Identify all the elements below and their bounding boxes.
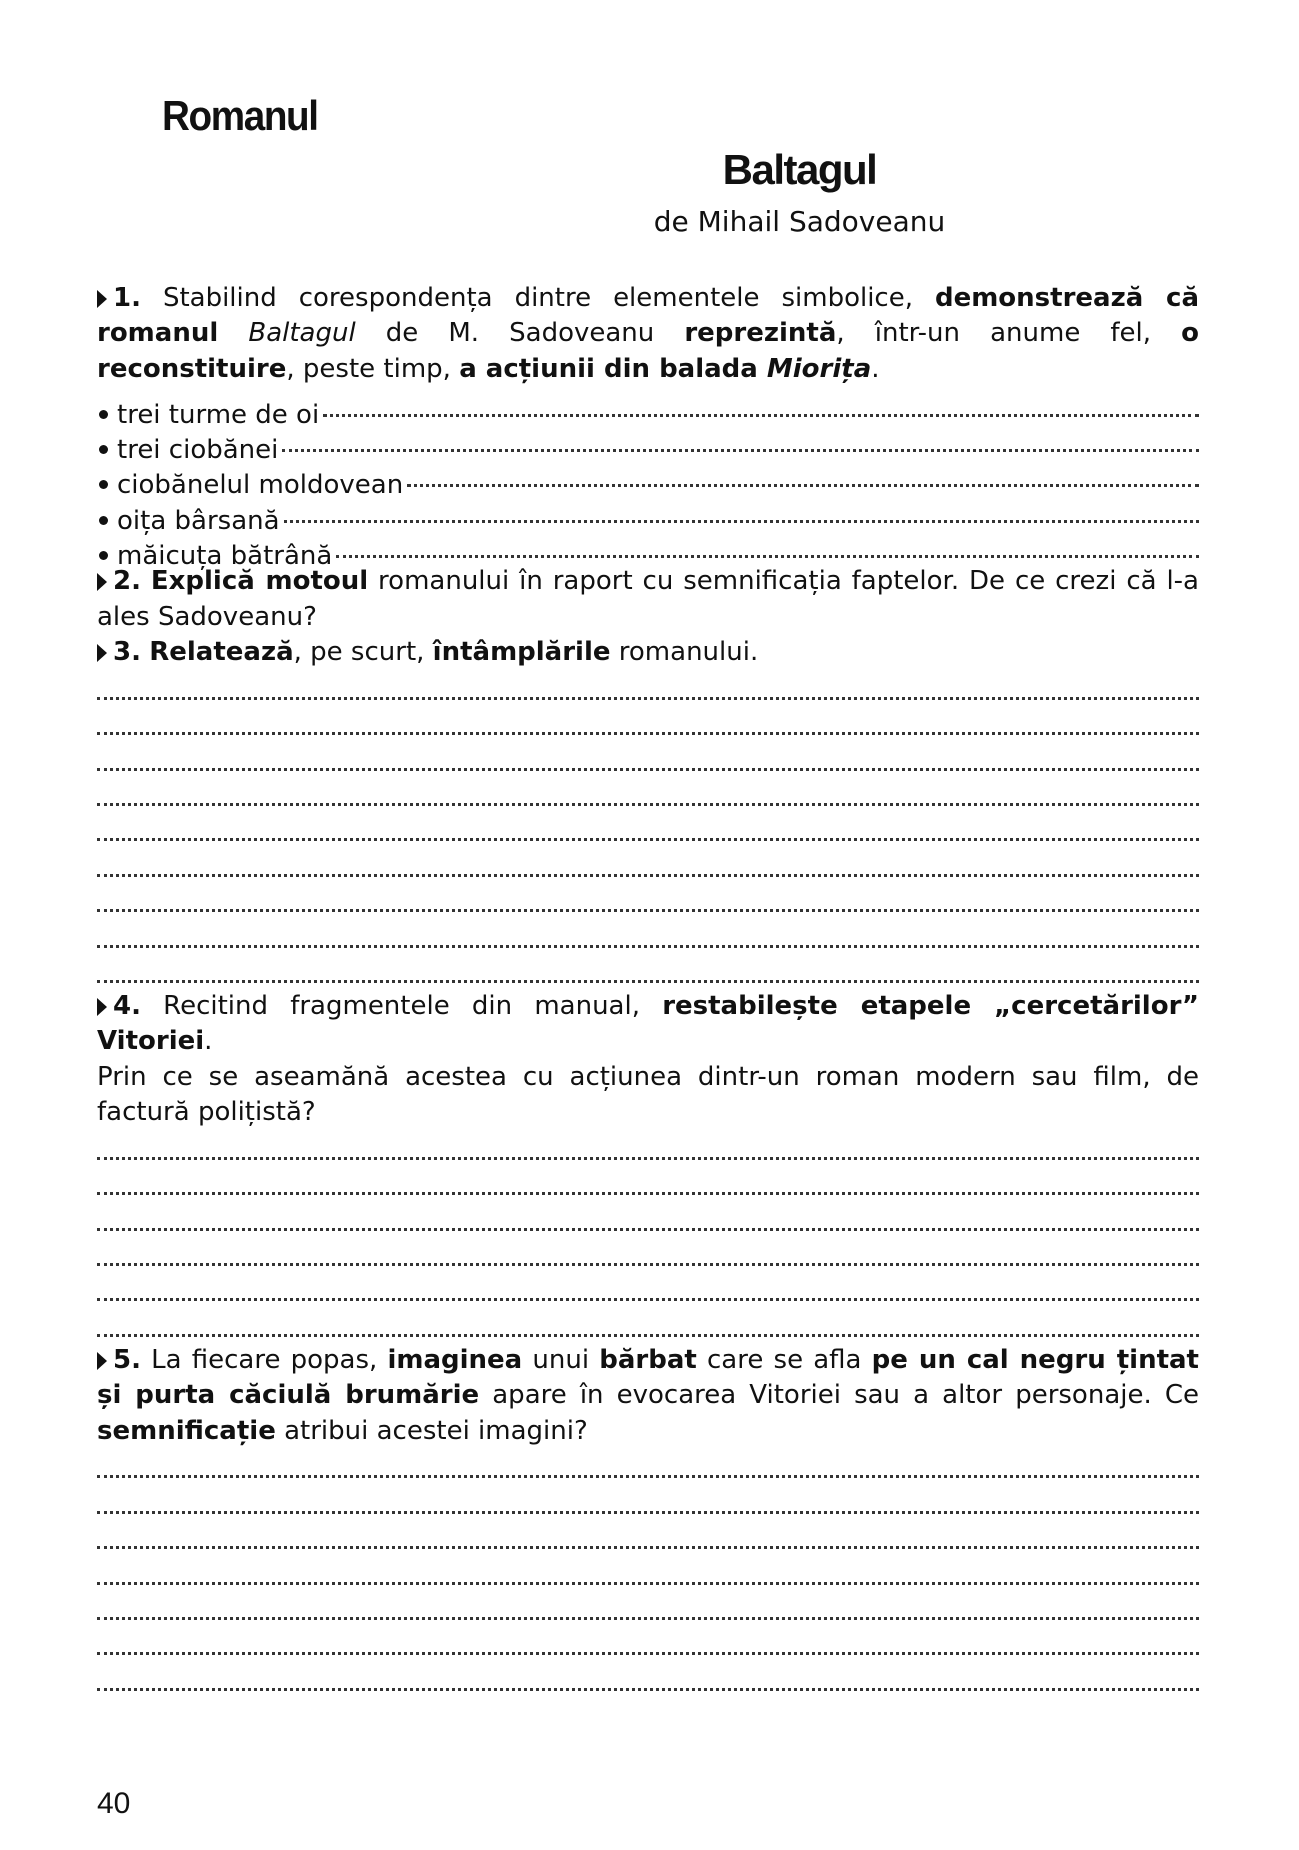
bullet-dot-icon [99, 410, 108, 419]
answer-line[interactable] [97, 1237, 1199, 1272]
answer-line[interactable] [97, 670, 1199, 705]
answer-line[interactable] [97, 883, 1199, 918]
bullet-dot-icon [99, 480, 108, 489]
question-5: 5. La fiecare popas, imaginea unui bărbat care se afla pe un cal negru țintat și purta căciulă brumărie apare în evocarea Vitoriei sau a altor personaje. Ce semnificație atribui acestei imagini? [97, 1344, 1199, 1446]
answer-line[interactable] [97, 1520, 1199, 1555]
question-number: 1. [113, 283, 141, 313]
question-number: 4. [113, 990, 141, 1021]
answer-area-4[interactable] [97, 1131, 1199, 1343]
triangle-marker-icon [97, 998, 107, 1016]
question-1: 1. Stabilind corespondența dintre elementele simbolice, demonstrează că romanul Baltagul de M. Sadoveanu reprezintă, într-un anume fel, o reconstituire, peste timp, a acțiunii din balada Miorița. [97, 283, 1199, 384]
bullet-item: ciobănelul moldovean [97, 458, 1199, 493]
answer-field[interactable] [319, 387, 1199, 422]
answer-line[interactable] [97, 918, 1199, 953]
answer-field[interactable] [403, 458, 1199, 493]
question-number: 3. [113, 636, 141, 667]
answer-line[interactable] [97, 1307, 1199, 1342]
bullet-item: oița bârsană [97, 493, 1199, 528]
chapter-title: Romanul [162, 92, 318, 139]
question-4: 4. Recitind fragmentele din manual, restabilește etapele „cercetărilor” Vitoriei. [97, 990, 1199, 1057]
bullet-dot-icon [99, 445, 108, 454]
answer-line[interactable] [97, 1484, 1199, 1519]
answer-field[interactable] [280, 493, 1199, 528]
answer-area-3[interactable] [97, 670, 1199, 989]
answer-line[interactable] [97, 706, 1199, 741]
answer-line[interactable] [97, 741, 1199, 776]
answer-line[interactable] [97, 1131, 1199, 1166]
bullet-dot-icon [99, 516, 108, 525]
question-number: 5. [113, 1344, 141, 1375]
answer-field[interactable] [278, 423, 1199, 458]
answer-line[interactable] [97, 1272, 1199, 1307]
triangle-marker-icon [97, 644, 107, 662]
answer-line[interactable] [97, 847, 1199, 882]
book-title: Baltagul [722, 146, 877, 193]
answer-line[interactable] [97, 1555, 1199, 1590]
bullet-item: măicuța bătrână [97, 529, 1199, 564]
answer-line[interactable] [97, 1661, 1199, 1696]
answer-line[interactable] [97, 812, 1199, 847]
answer-line[interactable] [97, 1449, 1199, 1484]
question-2: 2. Explică motoul romanului în raport cu semnificația faptelor. De ce crezi că l-a ales Sadoveanu? [97, 566, 1199, 632]
page-number: 40 [97, 1787, 131, 1820]
answer-line[interactable] [97, 954, 1199, 989]
question-3: 3. Relatează, pe scurt, întâmplările romanului. [97, 635, 1199, 670]
answer-field[interactable] [332, 529, 1199, 564]
exercise-list [97, 281, 1199, 1697]
answer-line[interactable] [97, 1591, 1199, 1626]
answer-line[interactable] [97, 777, 1199, 812]
author-line: de Mihail Sadoveanu [653, 205, 946, 238]
triangle-marker-icon [97, 290, 107, 308]
answer-line[interactable] [97, 1626, 1199, 1661]
triangle-marker-icon [97, 573, 107, 591]
triangle-marker-icon [97, 1352, 107, 1370]
bullet-item: trei turme de oi [97, 387, 1199, 422]
answer-line[interactable] [97, 1201, 1199, 1236]
question-number: 2. [113, 566, 141, 597]
bullet-item: trei ciobănei [97, 423, 1199, 458]
answer-line[interactable] [97, 1166, 1199, 1201]
answer-area-5[interactable] [97, 1449, 1199, 1697]
bullet-dot-icon [99, 551, 108, 560]
question-4-followup: Prin ce se aseamănă acestea cu acțiunea dintr-un roman modern sau film, de factură polițistă? [97, 1061, 1199, 1128]
